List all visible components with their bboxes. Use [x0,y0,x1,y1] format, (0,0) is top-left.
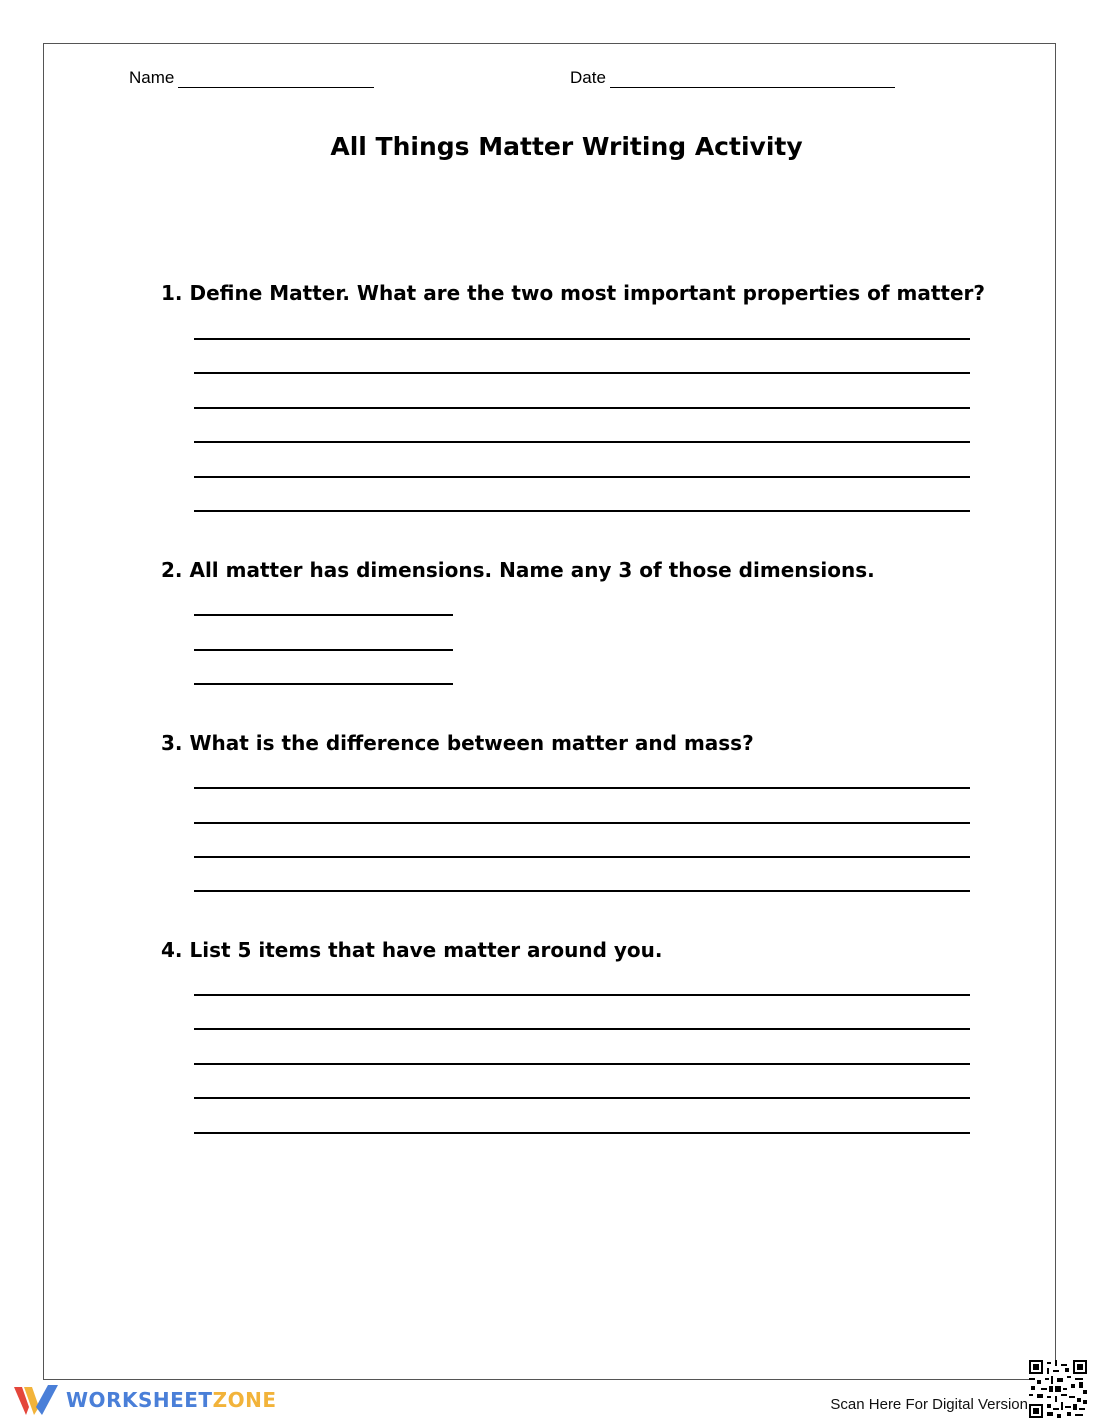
brand-name [66,1388,276,1412]
answer-line[interactable] [194,856,970,858]
w-logo-icon [14,1383,60,1417]
date-label: Date [570,68,606,87]
answer-line[interactable] [194,683,453,685]
answer-line[interactable] [194,994,970,996]
worksheet-border [43,43,1056,1380]
answer-line[interactable] [194,1132,970,1134]
date-blank-line[interactable] [610,69,895,88]
answer-line[interactable] [194,338,970,340]
answer-line[interactable] [194,1028,970,1030]
answer-line[interactable] [194,890,970,892]
answer-line[interactable] [194,441,970,443]
scan-instruction: Scan Here For Digital Version [830,1396,1028,1413]
answer-line[interactable] [194,1097,970,1099]
answer-line[interactable] [194,372,970,374]
question-3: 3. What is the difference between matter and mass? [161,731,754,755]
name-field[interactable] [129,68,374,88]
name-label: Name [129,68,175,87]
answer-line[interactable] [194,787,970,789]
answer-line[interactable] [194,510,970,512]
worksheet-title: All Things Matter Writing Activity [330,132,803,161]
question-2: 2. All matter has dimensions. Name any 3 of those dimensions. [161,558,875,582]
brand-part-zone: ZONE [212,1388,277,1412]
worksheetzone-logo[interactable] [14,1383,276,1417]
answer-line[interactable] [194,614,453,616]
answer-line[interactable] [194,822,970,824]
qr-code-icon[interactable] [1029,1360,1087,1418]
answer-line[interactable] [194,476,970,478]
name-blank-line[interactable] [178,69,374,88]
date-field[interactable] [570,68,895,88]
answer-line[interactable] [194,1063,970,1065]
brand-part-worksheet: WORKSHEET [66,1388,213,1412]
answer-line[interactable] [194,649,453,651]
question-1: 1. Define Matter. What are the two most important properties of matter? [161,281,986,305]
answer-line[interactable] [194,407,970,409]
question-4: 4. List 5 items that have matter around you. [161,938,663,962]
